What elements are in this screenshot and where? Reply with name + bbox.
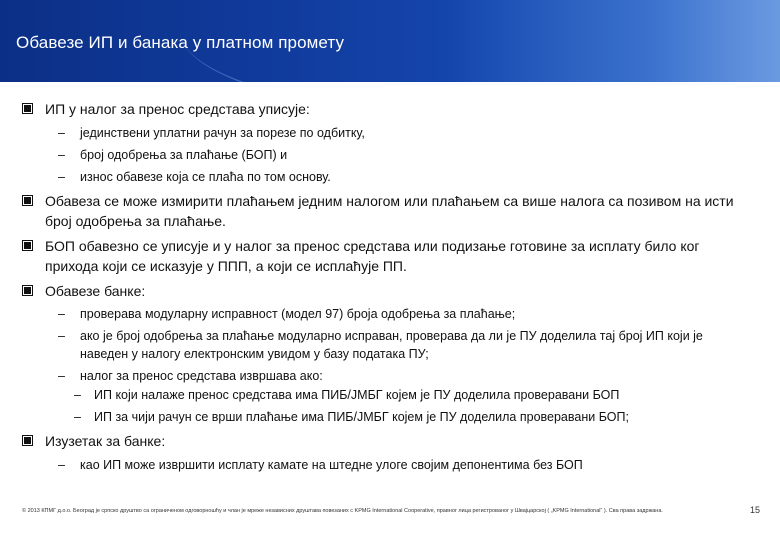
square-bullet-icon [22, 103, 33, 114]
sub-sub-item: – ИП за чији рачун се врши плаћање има ПИБ/ЈМБГ којем је ПУ доделила проверавани БОП; [74, 410, 629, 424]
bullet-item: Изузетак за банке: [22, 431, 745, 451]
bullet-item: БОП обавезно се уписује и у налог за пренос средстава или подизање готовине за исплату било ког прихода који се исказује у ППП, а који се исплаћује ПП. [22, 236, 745, 276]
sub-item: – проверава модуларну исправност (модел 97) броја одобрења за плаћање; [58, 307, 516, 321]
sub-item: – налог за пренос средстава извршава ако: [58, 369, 323, 383]
square-bullet-icon [22, 240, 33, 251]
bullet-item: Обавеза се може измирити плаћањем једним налогом или плаћањем са више налога са позивом на исти број одобрења за плаћање. [22, 191, 745, 231]
header-banner [0, 0, 780, 82]
bullet-item: ИП у налог за пренос средстава уписује: [22, 99, 745, 119]
page-number: 15 [749, 505, 760, 515]
sub-item: – ако је број одобрења за плаћање модуларно исправан, проверава да ли је ПУ доделила тај број ИП који је наведен у налогу електронским увидом у базу података ПУ; [58, 329, 703, 361]
sub-item: – износ обавезе која се плаћа по том основу. [58, 170, 331, 184]
square-bullet-icon [22, 195, 33, 206]
footer-copyright: © 2013 КПМГ д.о.о. Београд је српско друштво са ограниченом одговорношћу и члан је мреже независних друштава повезаних с KPMG International Cooperative, правног лица регистрованог у Швајцарској ( „KPMG International“ ). Сва права задржана. [22, 508, 663, 514]
bullet-item: Обавезе банке: [22, 281, 745, 301]
page-title: Обавезе ИП и банака у платном промету [16, 33, 345, 52]
sub-sub-item: – ИП који налаже пренос средстава има ПИБ/ЈМБГ којем је ПУ доделила проверавани БОП [74, 388, 620, 402]
sub-item: – број одобрења за плаћање (БОП) и [58, 148, 288, 162]
square-bullet-icon [22, 285, 33, 296]
sub-item: – као ИП може извршити исплату камате на штедне улоге својим депонентима без БОП [58, 458, 583, 472]
sub-item: – јединствени уплатни рачун за порезе по одбитку, [58, 126, 365, 140]
square-bullet-icon [22, 435, 33, 446]
